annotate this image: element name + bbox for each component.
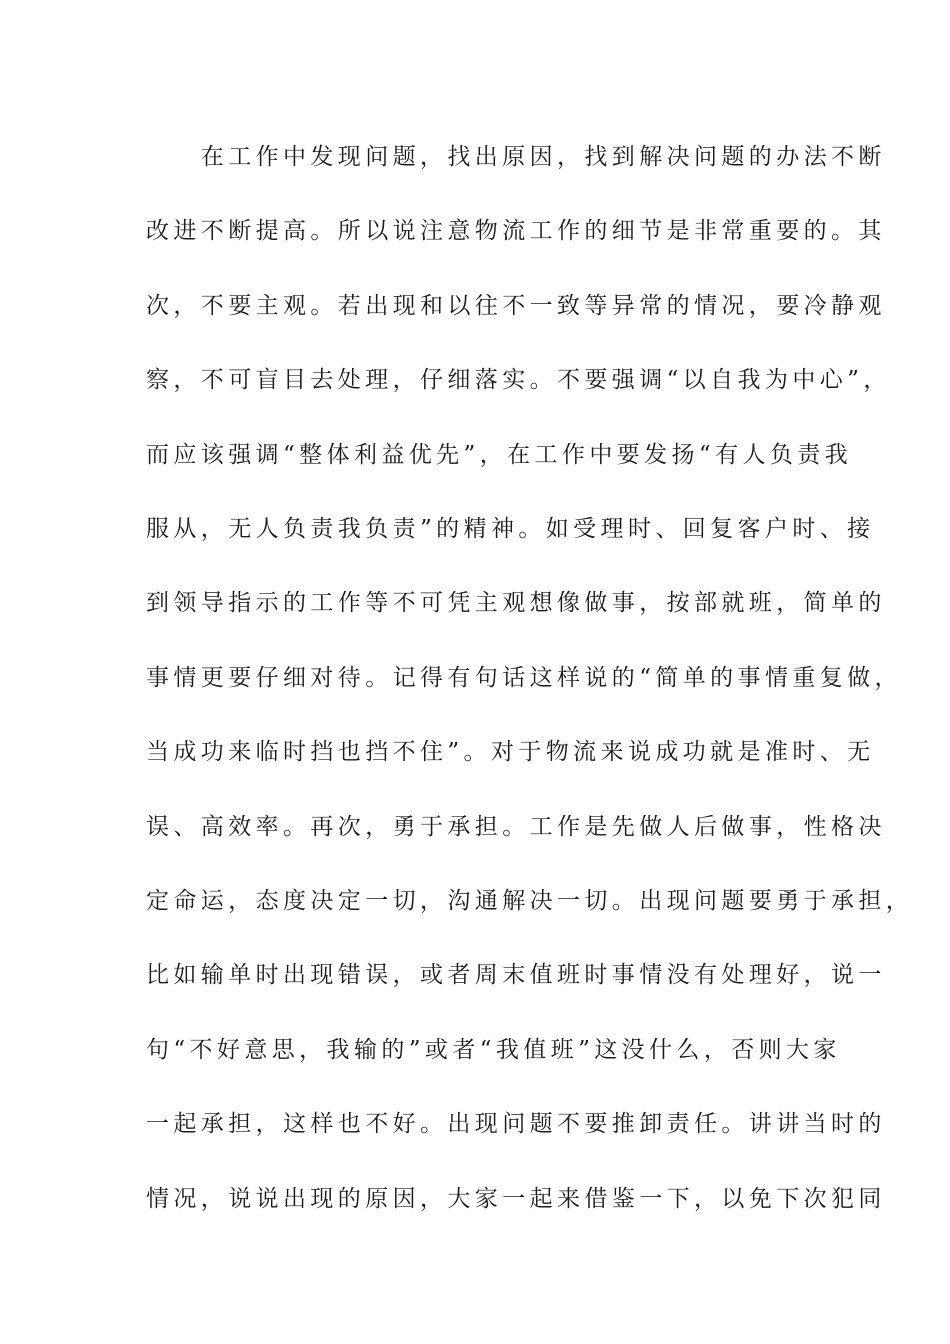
body-paragraph (146, 120, 914, 1236)
paragraph-line-2: 改进不断提高。所以说注意物流工作的细节是非常重要的。其 (146, 218, 886, 245)
paragraph-line-11: 定命运，态度决定一切，沟通解决一切。出现问题要勇于承担， (146, 888, 914, 915)
paragraph-line-6: 服从，无人负责我负责”的精神。如受理时、回复客户时、接 (146, 516, 875, 543)
paragraph-line-13: 句“不好意思，我输的”或者“我值班”这没什么，否则大家 (146, 1036, 841, 1063)
paragraph-line-10: 误、高效率。再次，勇于承担。工作是先做人后做事，性格决 (146, 813, 886, 840)
paragraph-line-9: 当成功来临时挡也挡不住”。对于物流来说成功就是准时、无 (146, 739, 875, 766)
paragraph-line-5: 而应该强调“整体利益优先”，在工作中要发扬“有人负责我 (146, 441, 853, 468)
paragraph-line-15: 情况，说说出现的原因，大家一起来借鉴一下，以免下次犯同 (146, 1185, 886, 1212)
paragraph-line-12: 比如输单时出现错误，或者周末值班时事情没有处理好，说一 (146, 962, 886, 989)
paragraph-line-14: 一起承担，这样也不好。出现问题不要推卸责任。讲讲当时的 (146, 1111, 886, 1138)
paragraph-line-8: 事情更要仔细对待。记得有句话这样说的“简单的事情重复做， (146, 664, 902, 691)
paragraph-line-3: 次，不要主观。若出现和以往不一致等异常的情况，要冷静观 (146, 292, 886, 319)
paragraph-line-7: 到领导指示的工作等不可凭主观想像做事，按部就班，简单的 (146, 590, 886, 617)
paragraph-line-4: 察，不可盲目去处理，仔细落实。不要强调“以自我为中心”， (146, 367, 891, 394)
paragraph-line-1: 在工作中发现问题，找出原因，找到解决问题的办法不断 (146, 144, 886, 170)
